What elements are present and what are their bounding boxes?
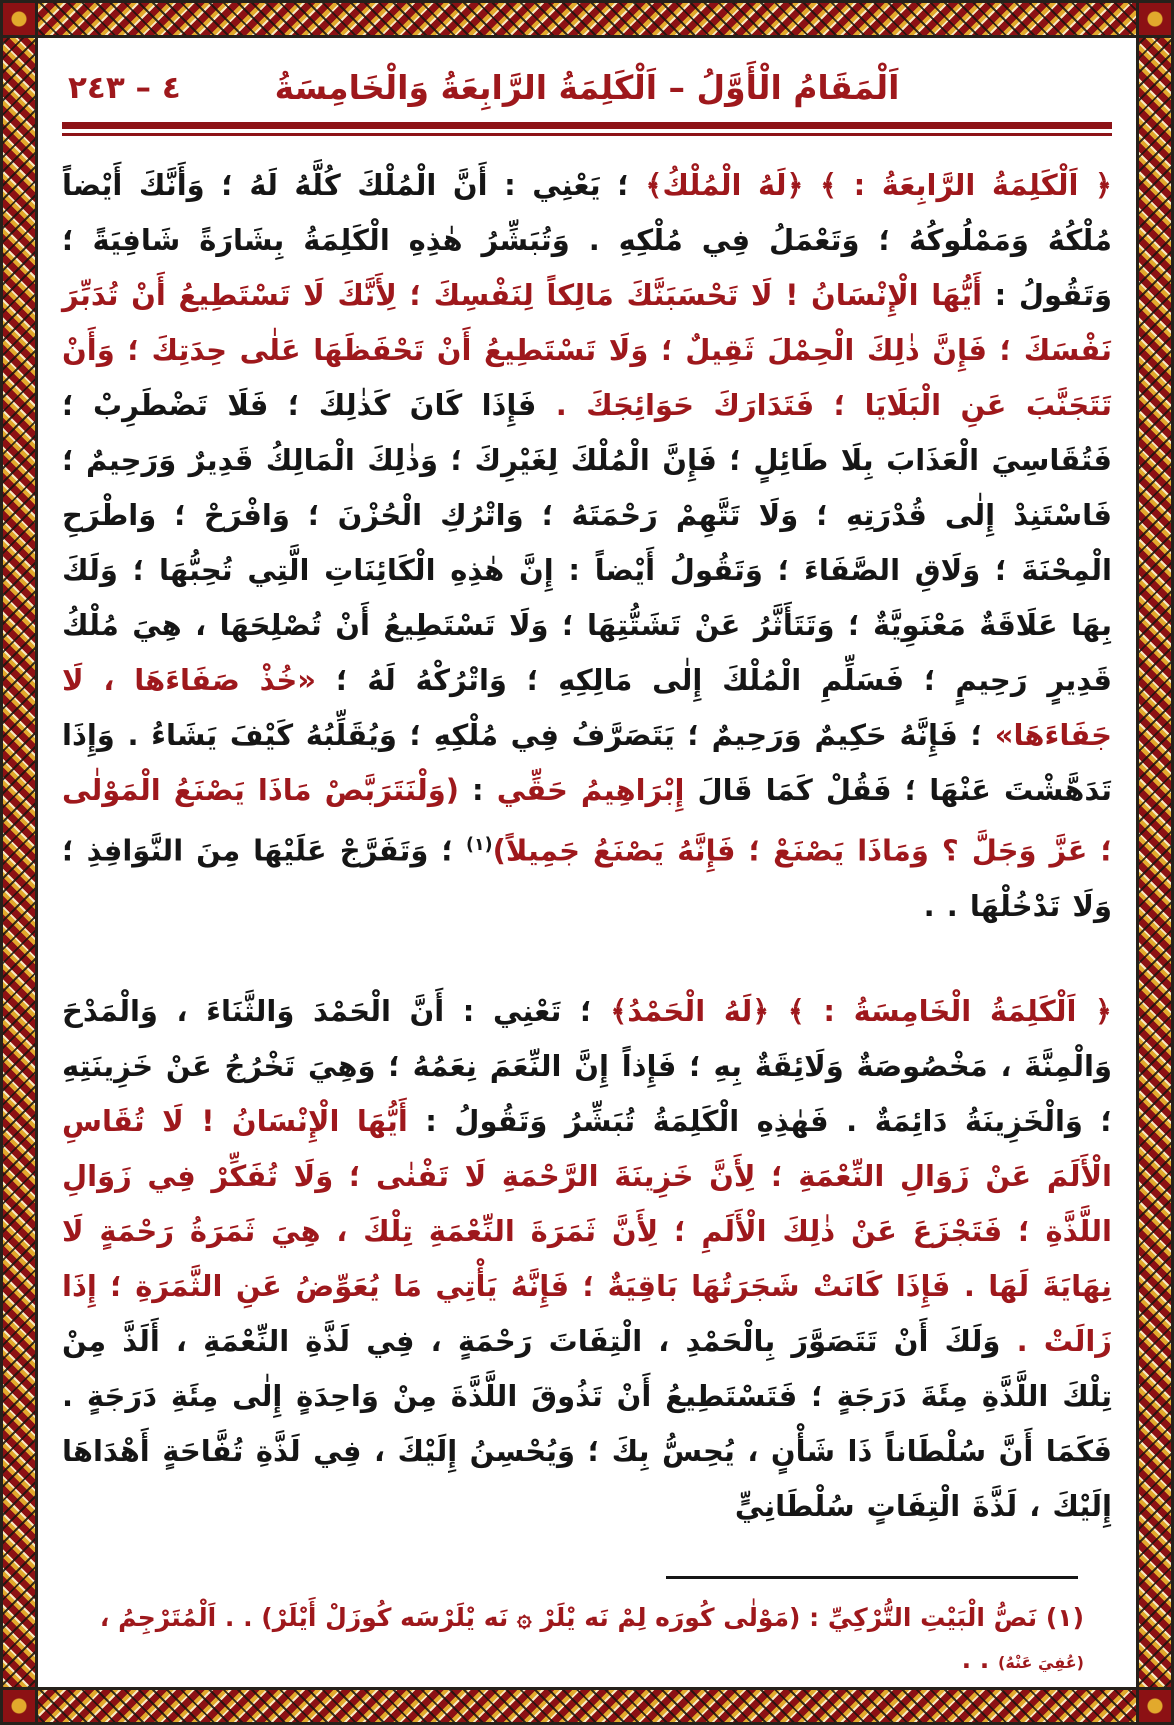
section-fifth-word-paragraph [62,984,1112,1534]
page-header [62,58,1112,118]
quoted-maxim: «خُذْ صَفَاءَهَا ، لَا جَفَاءَهَا» [62,663,1112,752]
decorative-border-left [0,0,38,1725]
page-title: اَلْمَقَامُ الْأَوَّلُ – اَلْكَلِمَةُ الرَّابِعَةُ وَالْخَامِسَةُ [274,68,900,107]
text-segment: ؛ فَإِنَّهُ حَكِيمٌ وَرَحِيمٌ ؛ يَتَصَرَّفُ فِي مُلْكِهِ ؛ وَيُقَلِّبُهُ كَيْفَ يَشَاءُ . وَإِذَا تَدَهَّشْتَ عَنْهَا ؛ فَقُلْ كَمَا قَالَ [62,718,1112,807]
rosette-ornament: ۞ [517,1602,532,1632]
header-rule-thin [62,133,1112,136]
page-number: ٤ – ٢٤٣ [68,70,181,106]
section4-heading: ﴿ اَلْكَلِمَةُ الرَّابِعَةُ : ﴾ ﴿لَهُ الْمُلْكُ﴾ [645,168,1112,202]
translator-seal: (عُفِيَ عَنْهُ) [998,1652,1084,1672]
body-text [62,158,1112,1534]
footnote-reference: (١) [466,835,493,855]
text-segment: . . [961,1644,998,1674]
page-content [62,58,1112,1673]
header-rule-thick [62,122,1112,129]
decorative-border-top [0,0,1174,38]
section5-heading: ﴿ اَلْكَلِمَةُ الْخَامِسَةُ : ﴾ ﴿لَهُ الْحَمْدُ﴾ [610,993,1112,1028]
text-segment: ؛ تَعْنِي : أَنَّ الْحَمْدَ وَالثَّنَاءَ ، وَالْمَدْحَ وَالْمِنَّةَ ، مَخْصُوصَةٌ وَلَائِقَةٌ بِهِ ؛ فَإِذاً إِنَّ النِّعَمَ نِعَمُهُ ؛ وَهِيَ تَخْرُجُ عَنْ خَزِينَتِهِ ؛ وَالْخَزِينَةُ دَائِمَةٌ . فَهٰذِهِ الْكَلِمَةُ تُبَشِّرُ وَتَقُولُ : [62,993,1112,1138]
decorative-border-bottom [0,1687,1174,1725]
decorative-border-right [1136,0,1174,1725]
footnote-separator-rule [666,1576,1078,1579]
footnote-text [62,1597,1112,1684]
footnote-block [62,1576,1112,1684]
border-corner-ornament [1136,0,1174,38]
border-corner-ornament [1136,1687,1174,1725]
author-name: إِبْرَاهِيمُ حَقِّي [496,773,685,807]
text-segment: وَلَكَ أَنْ تَتَصَوَّرَ بِالْحَمْدِ ، الْتِفَاتَ رَحْمَةٍ ، فِي لَذَّةِ النِّعْمَةِ ، أَلَذَّ مِنْ تِلْكَ اللَّذَّةِ مِئَةَ دَرَجَةٍ ؛ فَتَسْتَطِيعُ أَنْ تَذُوقَ اللَّذَّةَ مِنْ وَاحِدَةٍ إِلٰى مِئَةِ دَرَجَةٍ . فَكَمَا أَنَّ سُلْطَاناً ذَا شَأْنٍ ، يُحِسُّ بِكَ ؛ وَيُحْسِنُ إِلَيْكَ ، فِي لَذَّةِ تُفَّاحَةٍ أَهْدَاهَا إِلَيْكَ ، لَذَّةَ الْتِفَاتٍ سُلْطَانِيٍّ [62,1323,1112,1523]
footnote-marker-and-text: (١) نَصُّ الْبَيْتِ التُّرْكِيِّ : (مَوْلٰى كُورَه لِمْ نَه يْلَرْ [531,1602,1084,1632]
text-segment: ؛ وَتَفَرَّجْ عَلَيْهَا مِنَ النَّوَافِذِ ؛ وَلَا تَدْخُلْهَا . . [62,833,1112,923]
quoted-verse: (وَلْنَتَرَبَّصْ مَاذَا يَصْنَعُ الْمَوْلٰى ؛ عَزَّ وَجَلَّ ؟ وَمَاذَا يَصْنَعْ ؛ فَإِنَّهُ يَصْنَعُ جَمِيلاً) [62,773,1112,868]
text-segment: أَيُّهَا الْإِنْسَانُ ! لَا تُقَاسِ الْأَلَمَ عَنْ زَوَالِ النِّعْمَةِ ؛ لِأَنَّ خَزِينَةَ الرَّحْمَةِ لَا تَفْنٰى ؛ وَلَا تُفَكِّرْ فِي زَوَالِ اللَّذَّةِ ؛ فَتَجْزَعَ عَنْ ذٰلِكَ الْأَلَمِ ؛ لِأَنَّ ثَمَرَةَ النِّعْمَةِ تِلْكَ ، هِيَ ثَمَرَةُ رَحْمَةٍ لَا نِهَايَةَ لَهَا . فَإِذَا كَانَتْ شَجَرَتُهَا بَاقِيَةٌ ؛ فَإِنَّهُ يَأْتِي مَا يُعَوِّضُ عَنِ الثَّمَرَةِ ؛ إِذَا زَالَتْ . [62,1103,1112,1358]
text-segment: : [459,773,497,807]
text-segment: نَه يْلَرْسَه كُوزَلْ أَيْلَرْ) . . اَلْمُتَرْجِمُ ، [99,1602,517,1632]
text-segment: ؛ يَعْنِي : أَنَّ الْمُلْكَ كُلَّهُ لَهُ ؛ وَأَنَّكَ أَيْضاً مُلْكُهُ وَمَمْلُوكُهُ ؛ وَتَعْمَلُ فِي مُلْكِهِ . وَتُبَشِّرُ هٰذِهِ الْكَلِمَةُ بِشَارَةً شَافِيَةً ؛ وَتَقُولُ : [62,168,1112,312]
text-segment: أَيُّهَا الْإِنْسَانُ ! لَا تَحْسَبَنَّكَ مَالِكاً لِنَفْسِكَ ؛ لِأَنَّكَ لَا تَسْتَطِيعُ أَنْ تُدَبِّرَ نَفْسَكَ ؛ فَإِنَّ ذٰلِكَ الْحِمْلَ ثَقِيلٌ ؛ وَلَا تَسْتَطِيعُ أَنْ تَحْفَظَهَا عَلٰى حِدَتِكَ ؛ وَأَنْ تَتَجَنَّبَ عَنِ الْبَلَايَا ؛ فَتَدَارَكَ حَوَائِجَكَ . [62,278,1112,422]
border-corner-ornament [0,0,38,38]
section-fourth-word-paragraph [62,158,1112,934]
border-corner-ornament [0,1687,38,1725]
text-segment: فَإِذَا كَانَ كَذٰلِكَ ؛ فَلَا تَضْطَرِبْ ؛ فَتُقَاسِيَ الْعَذَابَ بِلَا طَائِلٍ ؛ فَإِنَّ الْمُلْكَ لِغَيْرِكَ ؛ وَذٰلِكَ الْمَالِكُ قَدِيرٌ وَرَحِيمٌ ؛ فَاسْتَنِدْ إِلٰى قُدْرَتِهِ ؛ وَلَا تَتَّهِمْ رَحْمَتَهُ ؛ وَاتْرُكِ الْحُزْنَ ؛ وَافْرَحْ ؛ وَاطْرَحِ الْمِحْنَةَ ؛ وَلَاقِ الصَّفَاءَ ؛ وَتَقُولُ أَيْضاً : إِنَّ هٰذِهِ الْكَائِنَاتِ الَّتِي تُحِبُّهَا ؛ وَلَكَ بِهَا عَلَاقَةٌ مَعْنَوِيَّةٌ ؛ وَتَتَأَثَّرُ عَنْ تَشَتُّتِهَا ؛ وَلَا تَسْتَطِيعُ أَنْ تُصْلِحَهَا ، هِيَ مُلْكُ قَدِيرٍ رَحِيمٍ ؛ فَسَلِّمِ الْمُلْكَ إِلٰى مَالِكِهِ ؛ وَاتْرُكْهُ لَهُ ؛ [62,388,1112,697]
